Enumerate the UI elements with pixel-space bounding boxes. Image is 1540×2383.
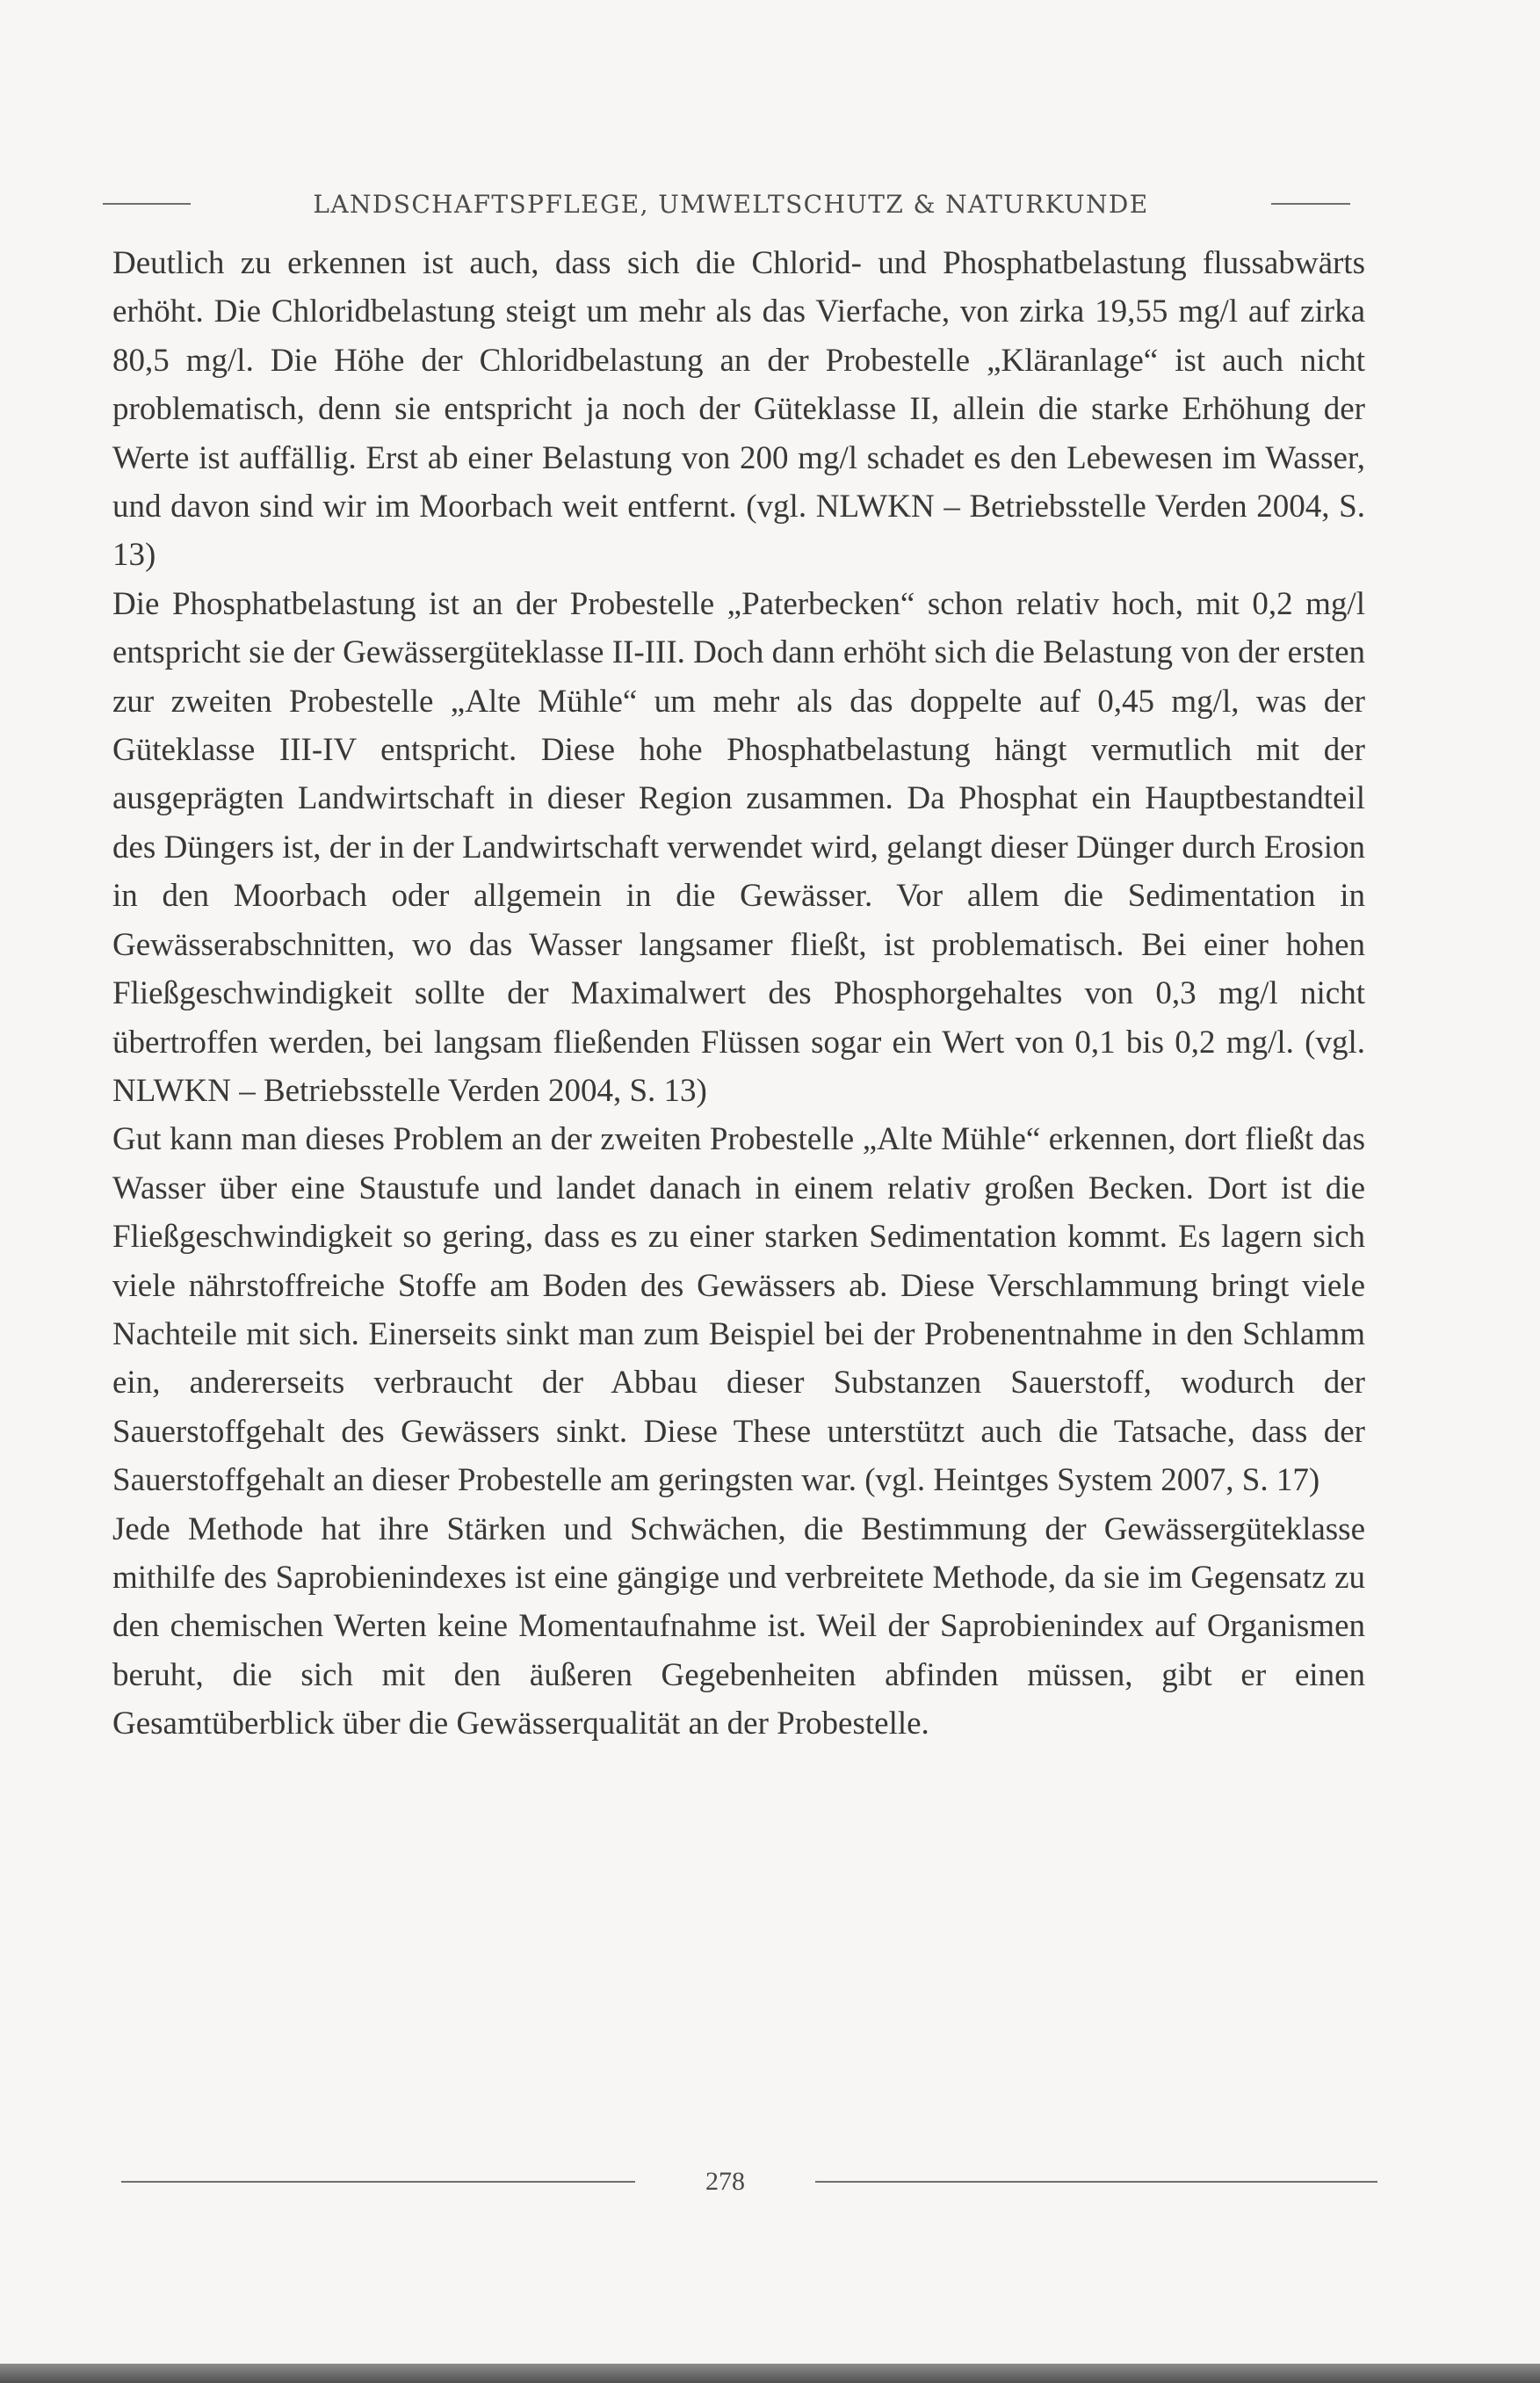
page-footer bbox=[121, 2164, 1377, 2199]
page-number: 278 bbox=[705, 2167, 745, 2196]
paragraph-phosphate-load: Die Phosphatbelastung ist an der Probestelle „Paterbecken“ schon relativ hoch, mit 0,2 mg/l entspricht sie der Gewässergüteklasse II-III. Doch dann erhöht sich die Belastung von der ersten zur zweiten Probestelle „Alte Mühle“ um mehr als das doppelte auf 0,45 mg/l, was der Güteklasse III-IV entspricht. Diese hohe Phosphatbelastung hängt vermutlich mit der ausgeprägten Landwirtschaft in dieser Region zusammen. Da Phosphat ein Hauptbestandteil des Düngers ist, der in der Landwirtschaft verwendet wird, gelangt dieser Dünger durch Erosion in den Moorbach oder allgemein in die Gewässer. Vor allem die Sedimentation in Gewässerabschnitten, wo das Wasser langsamer fließt, ist problematisch. Bei einer hohen Fließgeschwindigkeit sollte der Maximalwert des Phosphorgehaltes von 0,3 mg/l nicht übertroffen werden, bei langsam fließenden Flüssen sogar ein Wert von 0,1 bis 0,2 mg/l. (vgl. NLWKN – Betriebsstelle Verden 2004, S. 13) bbox=[112, 585, 1365, 1109]
paragraph-chloride-phosphate-trend: Deutlich zu erkennen ist auch, dass sich die Chlorid- und Phosphatbelastung flussabwärts erhöht. Die Chloridbelastung steigt um mehr als das Vierfache, von zirka 19,55 mg/l auf zirka 80,5 mg/l. Die Höhe der Chloridbelastung an der Probestelle „Kläranlage“ ist auch nicht problematisch, denn sie entspricht ja noch der Güteklasse II, allein die starke Erhöhung der Werte ist auffällig. Erst ab einer Belastung von 200 mg/l schadet es den Lebewesen im Wasser, und davon sind wir im Moorbach weit entfernt. (vgl. NLWKN – Betriebsstelle Verden 2004, S. 13) bbox=[112, 245, 1365, 574]
paragraph-sedimentation-problem: Gut kann man dieses Problem an der zweiten Probestelle „Alte Mühle“ erkennen, dort fließt das Wasser über eine Staustufe und landet danach in einem relativ großen Becken. Dort ist die Fließgeschwindigkeit so gering, dass es zu einer starken Sedimentation kommt. Es lagern sich viele nährstoffreiche Stoffe am Boden des Gewässers ab. Diese Verschlammung bringt viele Nachteile mit sich. Einerseits sinkt man zum Beispiel bei der Probenentnahme in den Schlamm ein, andererseits verbraucht der Abbau dieser Substanzen Sauerstoff, wodurch der Sauerstoffgehalt des Gewässers sinkt. Diese These unterstützt auch die Tatsache, dass der Sauerstoffgehalt an dieser Probestelle am geringsten war. (vgl. Heintges System 2007, S. 17) bbox=[112, 1121, 1365, 1499]
footer-rule-right bbox=[815, 2181, 1377, 2183]
scan-bottom-edge bbox=[0, 2364, 1540, 2383]
body-text bbox=[112, 239, 1365, 2138]
paragraph-saprobic-index-method: Jede Methode hat ihre Stärken und Schwächen, die Bestimmung der Gewässergüteklasse mithilfe des Saprobienindexes ist eine gängige und verbreitete Methode, da sie im Gegensatz zu den chemischen Werten keine Momentaufnahme ist. Weil der Saprobienindex auf Organismen beruht, die sich mit den äußeren Gegebenheiten abfinden müssen, gibt er einen Gesamtüberblick über die Gewässerqualität an der Probestelle. bbox=[112, 1510, 1365, 1742]
header-rule-right bbox=[1271, 203, 1350, 205]
header-rule-left bbox=[103, 203, 191, 205]
running-header bbox=[103, 186, 1350, 221]
running-header-title: LANDSCHAFTSPFLEGE, UMWELTSCHUTZ & NATURKUNDE bbox=[313, 189, 1149, 219]
footer-rule-left bbox=[121, 2181, 635, 2183]
